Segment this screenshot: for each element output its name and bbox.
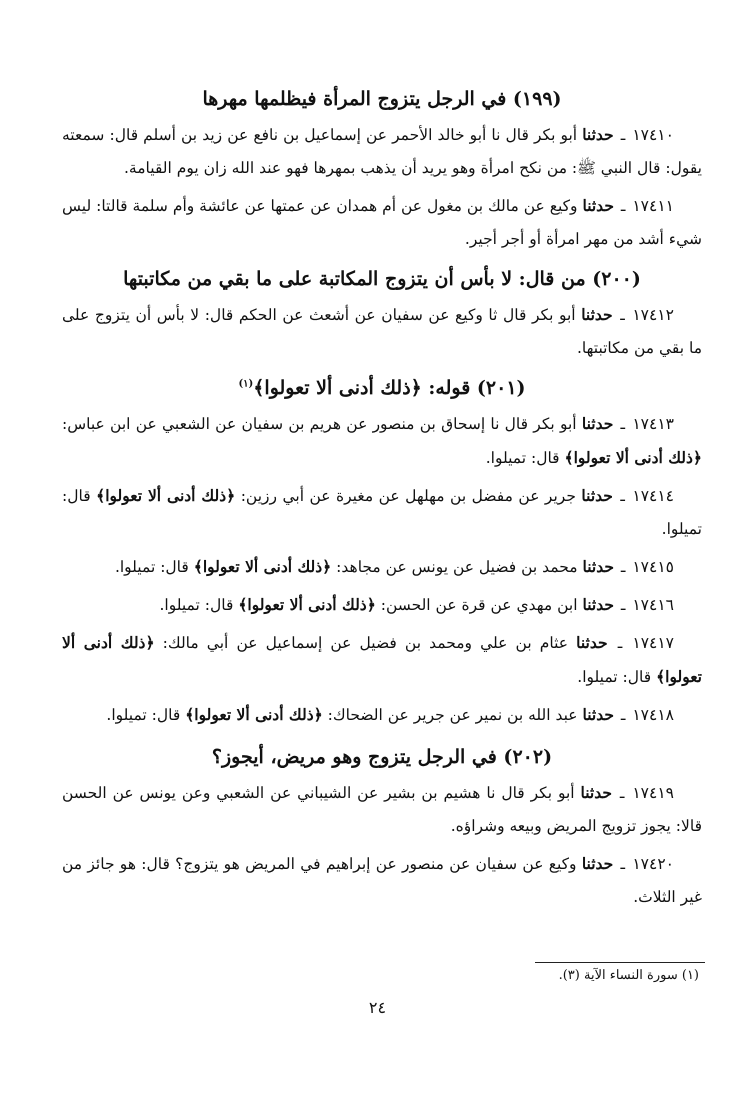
dash: ـ bbox=[620, 706, 626, 724]
quran-quote: ﴿ذلك أدنى ألا تعولوا﴾ bbox=[564, 448, 702, 467]
hadith-17417 bbox=[62, 626, 702, 694]
chapter-heading-200: (٢٠٠) من قال: لا بأس أن يتزوج المكاتبة على ما بقي من مكاتبتها bbox=[123, 268, 641, 290]
page-body bbox=[62, 80, 702, 918]
hadith-tail: قال: تميلوا. bbox=[114, 558, 189, 576]
dash: ـ bbox=[620, 126, 626, 144]
heading-quran-quote: ﴿ذلك أدنى ألا تعولوا﴾ bbox=[253, 377, 422, 399]
hadith-number: ١٧٤١٦ bbox=[632, 596, 674, 614]
quran-quote: ﴿ذلك أدنى ألا تعولوا﴾ bbox=[96, 486, 236, 505]
hadith-text: عثام بن علي ومحمد بن فضيل عن إسماعيل عن أبي مالك: bbox=[162, 634, 569, 652]
hadith-17419 bbox=[62, 776, 702, 843]
quran-quote: ﴿ذلك أدنى ألا تعولوا﴾ bbox=[238, 595, 376, 614]
hadith-text: عبد الله بن نمير عن جرير عن الضحاك: bbox=[327, 706, 578, 724]
hadith-tail: قال: تميلوا. bbox=[485, 449, 560, 467]
dash: ـ bbox=[620, 487, 625, 505]
dash: ـ bbox=[620, 558, 626, 576]
dash: ـ bbox=[620, 197, 626, 215]
hadith-17412 bbox=[62, 298, 702, 365]
hadith-opening: حدثنا bbox=[581, 854, 614, 873]
chapter-heading-202: (٢٠٢) في الرجل يتزوج وهو مريض، أيجوز؟ bbox=[211, 746, 553, 768]
chapter-heading-199: (١٩٩) في الرجل يتزوج المرأة فيظلمها مهرها bbox=[202, 88, 562, 110]
dash: ـ bbox=[619, 784, 625, 802]
hadith-number: ١٧٤١٣ bbox=[632, 415, 674, 433]
hadith-number: ١٧٤١٨ bbox=[632, 706, 674, 724]
hadith-opening: حدثنا bbox=[580, 783, 612, 802]
dash: ـ bbox=[617, 634, 623, 652]
hadith-text: أبو بكر قال ثا وكيع عن سفيان عن أشعث عن الحكم قال: لا بأس أن يتزوج على ما بقي من مكاتبتها. bbox=[62, 306, 702, 357]
hadith-text: وكيع عن مالك بن مغول عن أم همدان عن عمتها عن عائشة وأم سلمة قالتا: ليس شيء أشد من مهر امرأة أو أجر أجير. bbox=[62, 197, 702, 248]
chapter-heading-201 bbox=[62, 369, 702, 407]
hadith-opening: حدثنا bbox=[581, 414, 614, 433]
hadith-17410 bbox=[62, 118, 702, 185]
hadith-17418 bbox=[62, 698, 702, 732]
quran-quote: ﴿ذلك أدنى ألا تعولوا﴾ bbox=[193, 557, 332, 576]
hadith-opening: حدثنا bbox=[582, 196, 614, 215]
hadith-opening: حدثنا bbox=[582, 705, 614, 724]
hadith-opening: حدثنا bbox=[581, 305, 613, 324]
hadith-number: ١٧٤١٥ bbox=[632, 558, 674, 576]
dash: ـ bbox=[620, 415, 626, 433]
hadith-17411 bbox=[62, 189, 702, 256]
hadith-17414 bbox=[62, 479, 702, 546]
hadith-number: ١٧٤٢٠ bbox=[632, 855, 674, 873]
quran-quote: ﴿ذلك أدنى ألا تعولوا﴾ bbox=[185, 705, 323, 724]
hadith-text: أبو بكر قال نا أبو خالد الأحمر عن إسماعيل بن نافع عن زيد بن أسلم قال: سمعته يقول: قال النبي ﷺ: من نكح امرأة وهو يريد أن يذهب بمهرها فهو عند الله زان يوم القيامة. bbox=[62, 126, 702, 177]
hadith-text: أبو بكر قال نا هشيم بن بشير عن الشيباني عن الشعبي وعن يونس عن الحسن قالا: يجوز تزويج المريض وبيعه وشراؤه. bbox=[62, 784, 702, 835]
hadith-number: ١٧٤١٩ bbox=[632, 784, 674, 802]
hadith-opening: حدثنا bbox=[581, 486, 613, 505]
hadith-text: وكيع عن سفيان عن منصور عن إبراهيم في المريض هو يتزوج؟ قال: هو جائز من غير الثلاث. bbox=[62, 855, 702, 906]
hadith-17415 bbox=[62, 550, 702, 584]
hadith-17420 bbox=[62, 847, 702, 914]
hadith-opening: حدثنا bbox=[582, 125, 614, 144]
hadith-17413 bbox=[62, 407, 702, 475]
hadith-tail: قال: تميلوا. bbox=[106, 706, 181, 724]
hadith-number: ١٧٤١١ bbox=[632, 197, 674, 215]
dash: ـ bbox=[620, 855, 626, 873]
hadith-number: ١٧٤١٠ bbox=[632, 126, 674, 144]
hadith-opening: حدثنا bbox=[576, 633, 608, 652]
dash: ـ bbox=[620, 596, 626, 614]
hadith-opening: حدثنا bbox=[582, 557, 614, 576]
hadith-tail: قال: تميلوا. bbox=[159, 596, 234, 614]
hadith-text: جرير عن مفضل بن مهلهل عن مغيرة عن أبي رزين: bbox=[240, 487, 576, 505]
hadith-text: أبو بكر قال نا إسحاق بن منصور عن هريم بن سفيان عن الشعبي عن ابن عباس: bbox=[62, 415, 577, 433]
footnote-divider bbox=[535, 962, 705, 963]
hadith-number: ١٧٤١٤ bbox=[632, 487, 675, 505]
hadith-tail: قال: تميلوا. bbox=[62, 487, 702, 538]
footnote: (١) سورة النساء الآية (٣). bbox=[558, 968, 699, 983]
hadith-tail: قال: تميلوا. bbox=[577, 668, 652, 686]
hadith-text: محمد بن فضيل عن يونس عن مجاهد: bbox=[336, 558, 578, 576]
page-number: ٢٤ bbox=[368, 998, 387, 1017]
quran-quote: ﴿ذلك أدنى ألا تعولوا﴾ bbox=[62, 633, 702, 686]
hadith-17416 bbox=[62, 588, 702, 622]
hadith-text: ابن مهدي عن قرة عن الحسن: bbox=[380, 596, 578, 614]
hadith-number: ١٧٤١٢ bbox=[632, 306, 674, 324]
footnote-marker: (١) bbox=[238, 378, 254, 390]
hadith-number: ١٧٤١٧ bbox=[632, 634, 675, 652]
heading-prefix: (٢٠١) قوله: bbox=[428, 377, 526, 399]
dash: ـ bbox=[620, 306, 625, 324]
hadith-opening: حدثنا bbox=[582, 595, 614, 614]
